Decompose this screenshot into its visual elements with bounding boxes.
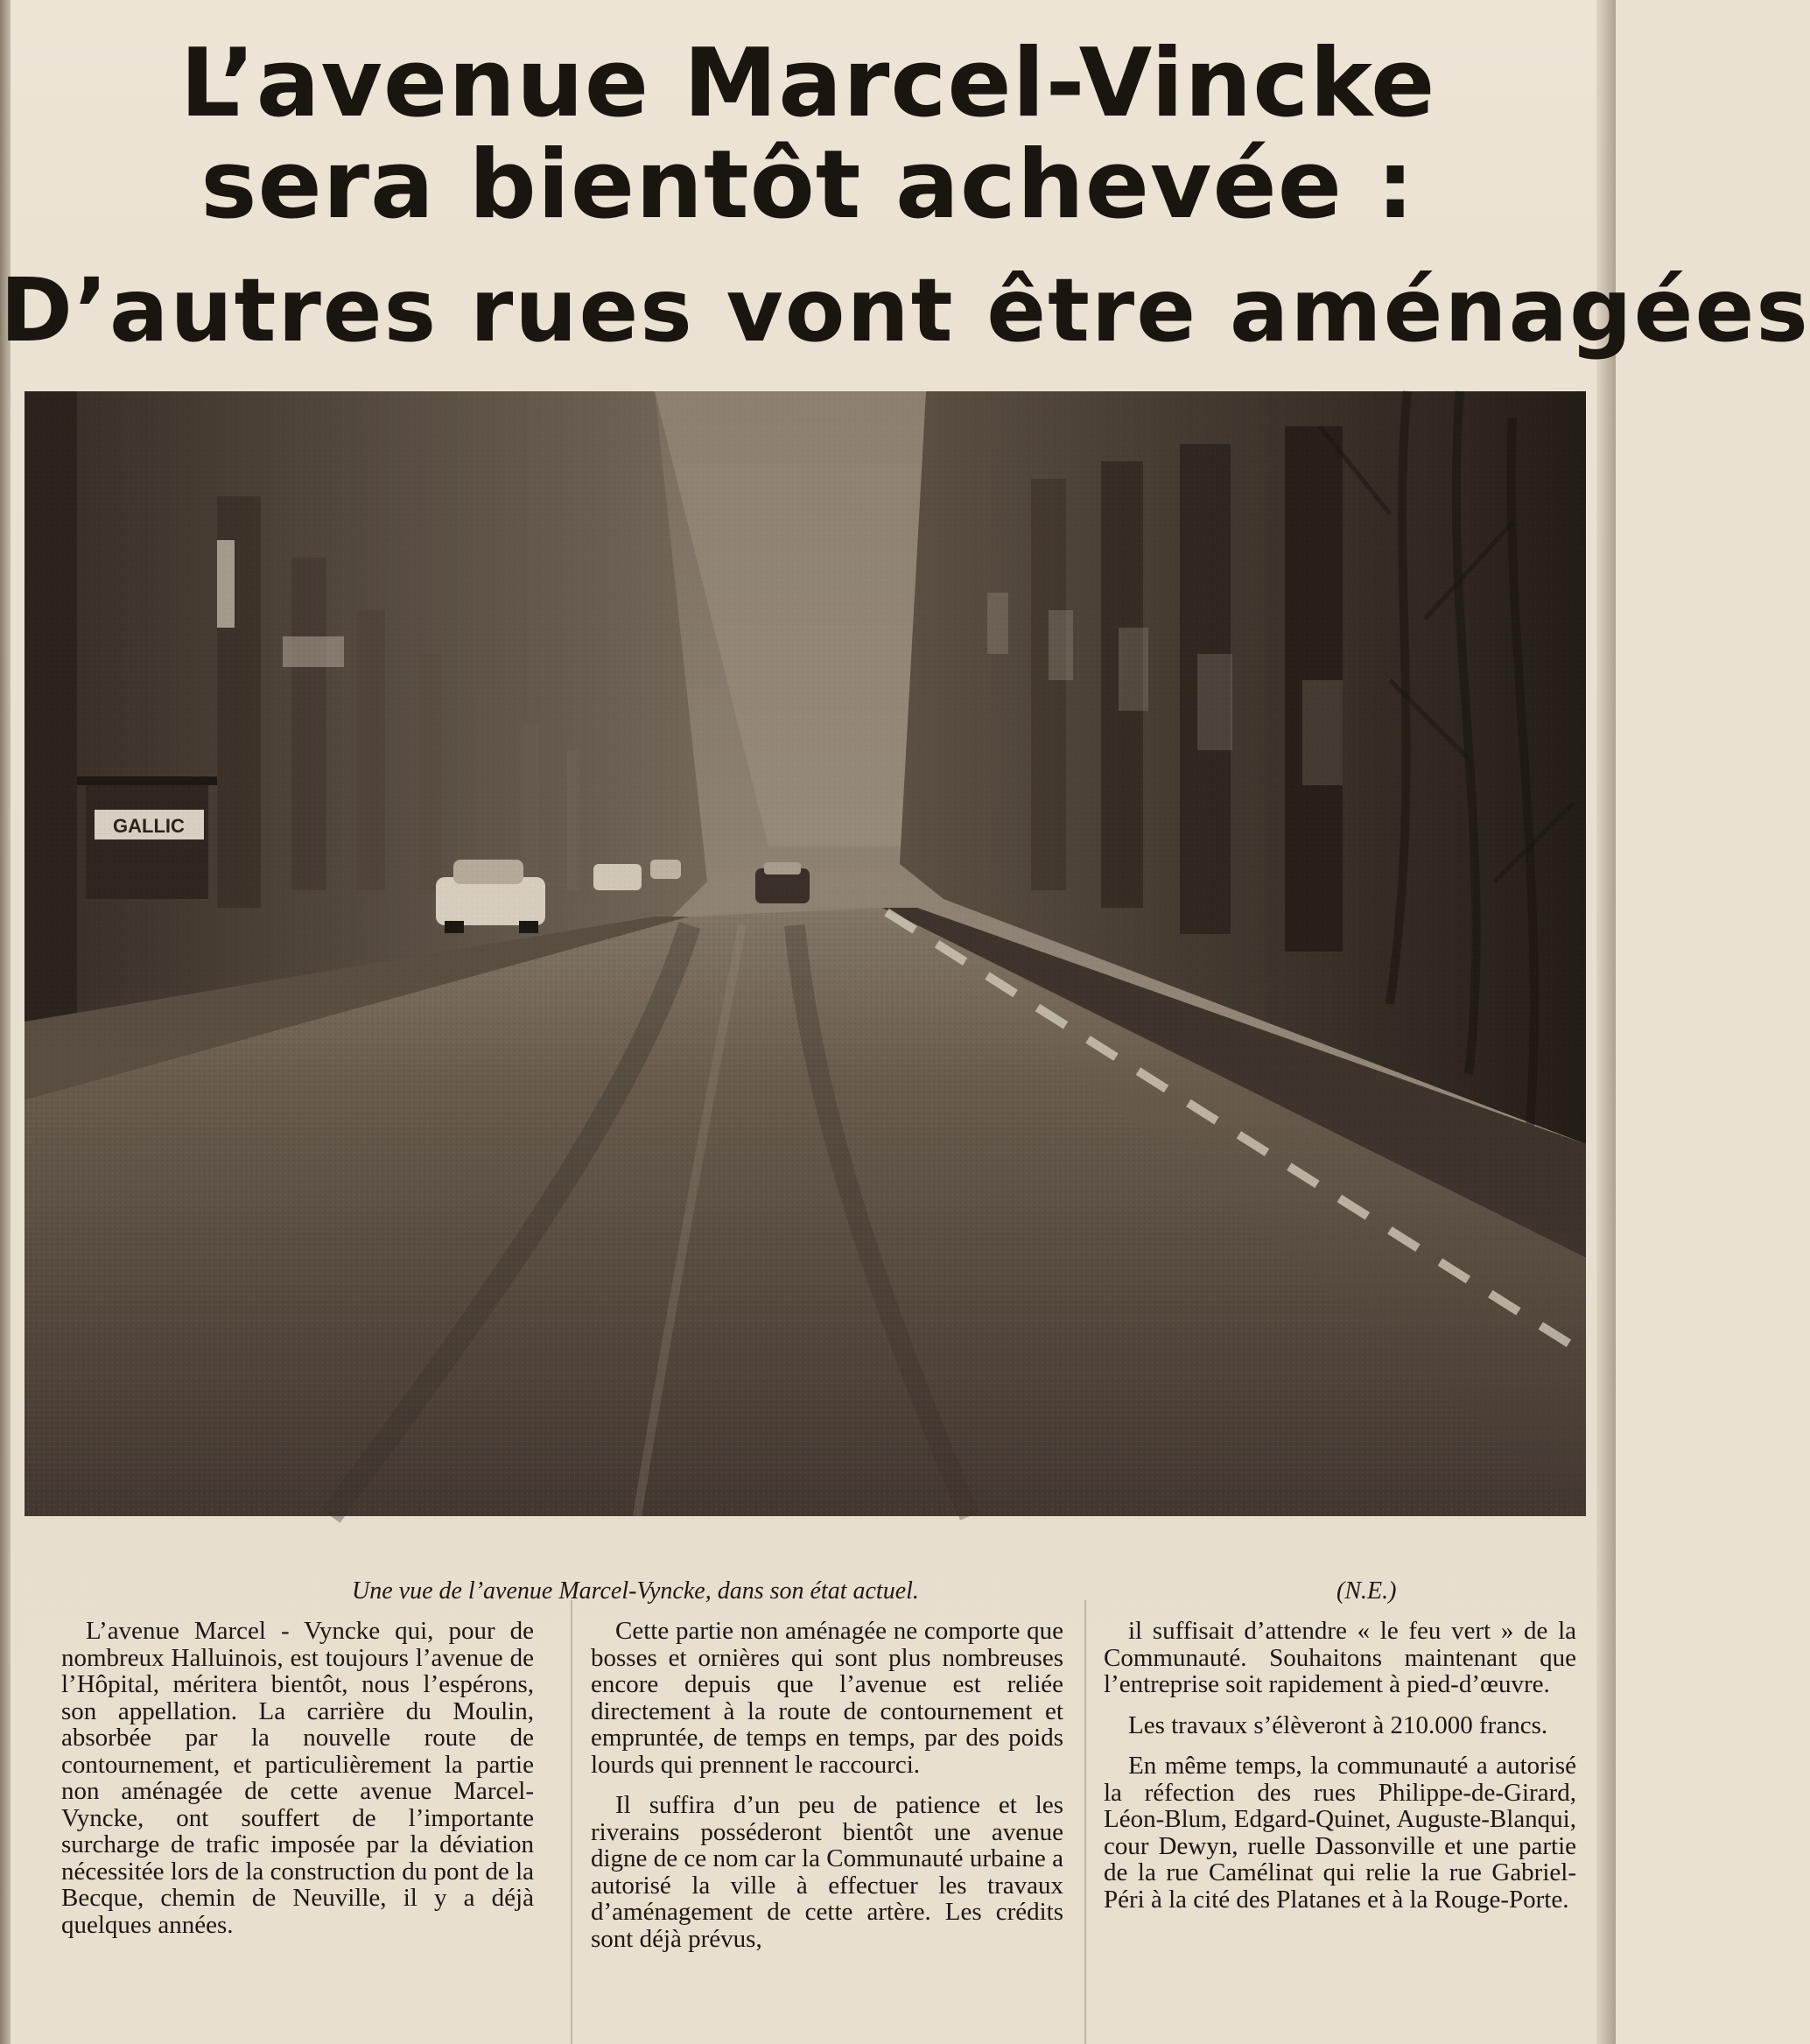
photo-credit: (N.E.) — [1336, 1577, 1397, 1605]
article-column-1 — [61, 1618, 534, 1952]
column-divider — [571, 1600, 572, 2044]
column-divider — [1084, 1600, 1086, 2044]
article-paragraph: Les travaux s’élèveront à 210.000 francs. — [1128, 1710, 1548, 1739]
article-paragraph: Il suffira d’un peu de patience et les riverains posséderont bientôt une avenue digne de ce nom car la Communauté urbaine a autorisé la ville à effectuer les travaux d’aménagement de cette artère. Les crédits sont déjà prévus, — [591, 1791, 1063, 1953]
subheadline: D’autres rues vont être aménagées — [0, 259, 1810, 362]
photo-caption: Une vue de l’avenue Marcel-Vyncke, dans son état actuel. — [352, 1577, 919, 1605]
article-column-3 — [1104, 1618, 1576, 1927]
article-paragraph: il suffisait d’attendre « le feu vert » de la Communauté. Souhaitons maintenant que l’entreprise soit rapidement à pied-d’œuvre. — [1104, 1617, 1576, 1698]
article-paragraph: Cette partie non aménagée ne comporte que bosses et ornières qui sont plus nombreuses encore depuis que l’avenue est reliée directement à la route de contournement et empruntée, de temps en temps, par des poids lourds qui prennent le raccourci. — [591, 1617, 1063, 1779]
headline-line-1: L’avenue Marcel-Vincke — [179, 29, 1436, 138]
headline-line-2: sera bientôt achevée : — [200, 130, 1415, 240]
street-scene-illustration — [25, 391, 1586, 1516]
article-paragraph: L’avenue Marcel - Vyncke qui, pour de nombreux Halluinois, est toujours l’avenue de l’Hôpital, méritera bientôt, nous l’espérons, son appellation. La carrière du Moulin, absorbée par la nouvelle route de contournement, et particulièrement la partie non aménagée de cette avenue Marcel-Vyncke, ont souffert de l’importante surcharge de trafic imposée par la déviation nécessitée lors de la construction du pont de la Becque, chemin de Neuville, il y a déjà quelques années. — [61, 1617, 534, 1939]
article-paragraph: En même temps, la communauté a autorisé la réfection des rues Philippe-de-Girard, Léon-Blum, Edgard-Quinet, Auguste-Blanqui, cour Dewyn, ruelle Dassonville et une partie de la rue Camélinat qui relie la rue Gabriel-Péri à la cité des Platanes et à la Rouge-Porte. — [1104, 1752, 1576, 1914]
street-photograph — [25, 391, 1586, 1516]
article-column-2 — [591, 1618, 1063, 1966]
